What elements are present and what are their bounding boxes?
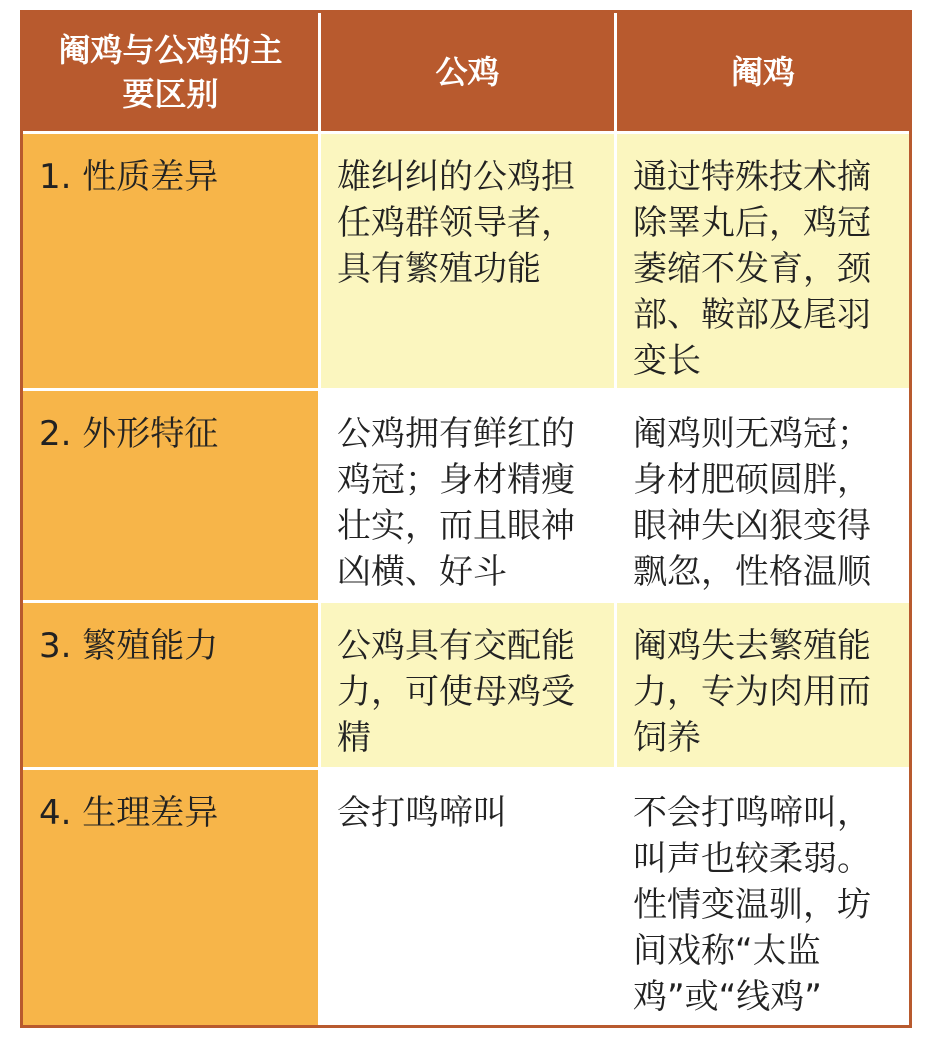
capon-cell: 通过特殊技术摘除睪丸后，鸡冠萎缩不发育，颈部、鞍部及尾羽变长 <box>614 131 909 388</box>
table-header-row <box>23 13 909 131</box>
capon-cell: 阉鸡失去繁殖能力，专为肉用而饲养 <box>614 600 909 767</box>
capon-cell: 阉鸡则无鸡冠；身材肥硕圆胖，眼神失凶狠变得飘忽，性格温顺 <box>614 388 909 600</box>
rooster-cell: 公鸡拥有鲜红的鸡冠；身材精瘦壮实，而且眼神凶横、好斗 <box>318 388 614 600</box>
header-rooster: 公鸡 <box>318 13 614 131</box>
header-topic: 阉鸡与公鸡的主要区别 <box>23 13 318 131</box>
header-capon: 阉鸡 <box>614 13 909 131</box>
row-label: 3. 繁殖能力 <box>23 600 318 767</box>
row-label: 4. 生理差异 <box>23 767 318 1025</box>
comparison-table <box>23 13 909 1025</box>
rooster-cell: 会打鸣啼叫 <box>318 767 614 1025</box>
table-row <box>23 131 909 388</box>
row-label: 1. 性质差异 <box>23 131 318 388</box>
rooster-cell: 公鸡具有交配能力，可使母鸡受精 <box>318 600 614 767</box>
table-row <box>23 600 909 767</box>
row-label: 2. 外形特征 <box>23 388 318 600</box>
rooster-cell: 雄纠纠的公鸡担任鸡群领导者，具有繁殖功能 <box>318 131 614 388</box>
capon-cell: 不会打鸣啼叫，叫声也较柔弱。性情变温驯，坊间戏称“太监鸡”或“线鸡” <box>614 767 909 1025</box>
table-row <box>23 388 909 600</box>
comparison-table-frame <box>20 10 912 1028</box>
table-row <box>23 767 909 1025</box>
